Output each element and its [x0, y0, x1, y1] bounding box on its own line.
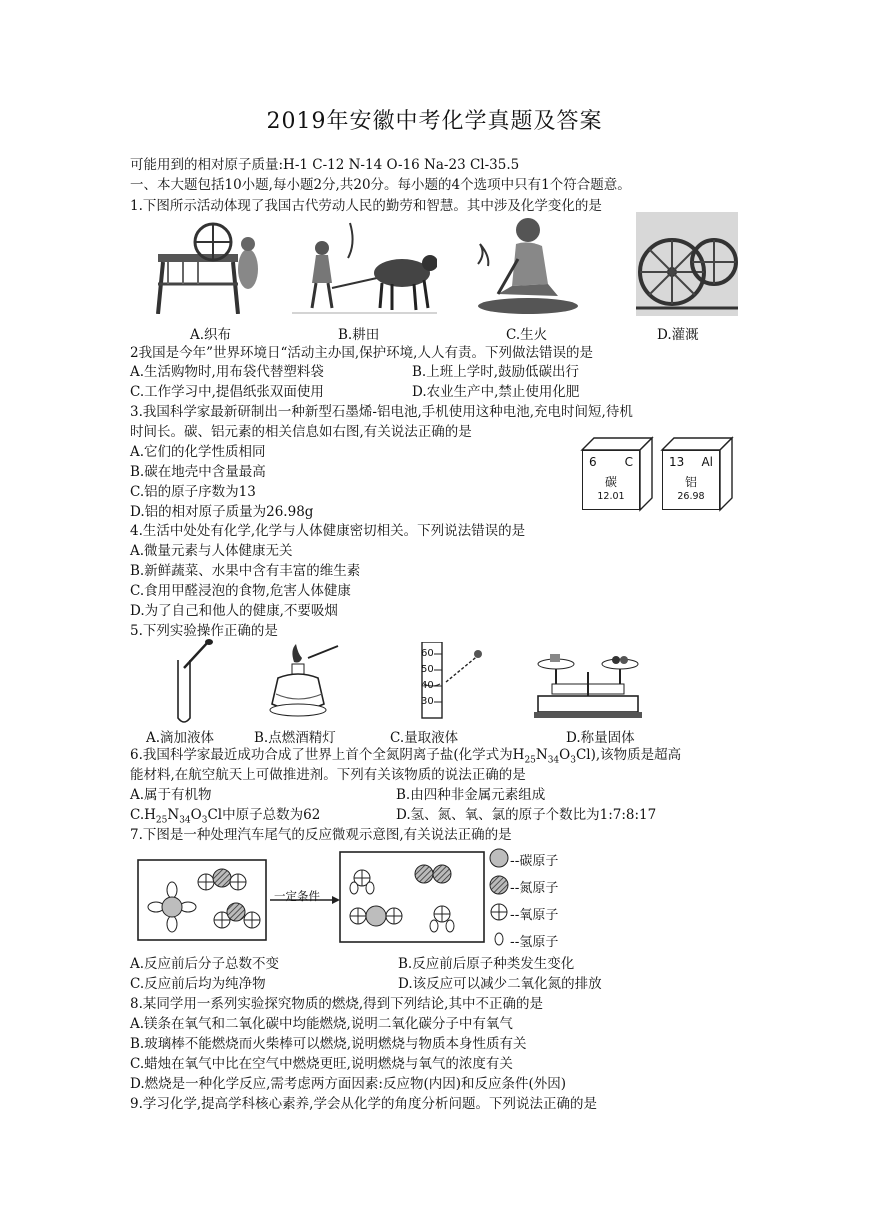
- formula-h: H: [512, 747, 525, 763]
- ox-plowing-illustration: [292, 218, 437, 318]
- q3-option-a: A.它们的化学性质相同: [130, 444, 266, 460]
- q2-option-d: D.农业生产中,禁止使用化肥: [412, 384, 580, 400]
- carbon-atomic-number: 6: [589, 455, 597, 469]
- formula-cl: Cl: [575, 747, 591, 763]
- aluminum-mass: 26.98: [677, 491, 705, 502]
- aluminum-name: 铝: [684, 475, 697, 489]
- q3-option-c: C.铝的原子序数为13: [130, 484, 256, 500]
- q4-stem: 4.生活中处处有化学,化学与人体健康密切相关。下列说法错误的是: [130, 523, 526, 539]
- q5-option-a: A.滴加液体: [146, 730, 215, 746]
- q3-stem-line2: 时间长。碳、铝元素的相关信息如右图,有关说法正确的是: [130, 424, 472, 440]
- cylinder-tick: 50: [421, 664, 434, 675]
- q6-option-c-prefix: C.: [130, 807, 145, 823]
- q8-option-b: B.玻璃棒不能燃烧而火柴棒可以燃烧,说明燃烧与物质本身性质有关: [130, 1036, 527, 1052]
- formula-h-sub: 25: [155, 815, 168, 826]
- q2-option-b: B.上班上学时,鼓励低碳出行: [412, 364, 580, 380]
- fire-making-illustration: [468, 214, 588, 318]
- q7-option-d: D.该反应可以减少二氧化氮的排放: [398, 976, 602, 992]
- q1-option-a: A.织布: [190, 327, 232, 343]
- q1-option-c: C.生火: [506, 327, 548, 343]
- q1-option-b: B.耕田: [338, 327, 380, 343]
- carbon-mass: 12.01: [597, 491, 625, 502]
- q3-option-b: B.碳在地壳中含量最高: [130, 464, 266, 480]
- q7-stem: 7.下图是一种处理汽车尾气的反应微观示意图,有关说法正确的是: [130, 827, 512, 843]
- q4-option-c: C.食用甲醛浸泡的食物,危害人体健康: [130, 583, 351, 599]
- legend-carbon: --碳原子: [510, 854, 559, 869]
- dropper-test-tube-illustration: [168, 638, 218, 726]
- carbon-symbol: C: [624, 455, 633, 469]
- q1-option-d: D.灌溉: [657, 327, 699, 343]
- element-card-aluminum: [662, 450, 720, 510]
- q5-option-d: D.称量固体: [566, 730, 635, 746]
- aluminum-atomic-number: 13: [669, 455, 685, 469]
- q7-option-a: A.反应前后分子总数不变: [130, 956, 280, 972]
- atom-legend-icons: [487, 848, 511, 946]
- page-title: 2019年安徽中考化学真题及答案: [266, 109, 603, 134]
- reaction-condition: 一定条件: [274, 889, 320, 903]
- formula-h: H: [144, 807, 156, 823]
- q7-option-b: B.反应前后原子种类发生变化: [398, 956, 575, 972]
- atomic-masses-line: 可能用到的相对原子质量:H-1 C-12 N-14 O-16 Na-23 Cl-35.5: [130, 157, 520, 173]
- formula-cl: Cl: [207, 807, 223, 823]
- q2-stem: 2我国是今年”世界环境日“活动主办国,保护环境,人人有责。下列做法错误的是: [130, 345, 593, 361]
- legend-hydrogen: --氢原子: [510, 935, 559, 950]
- loom-illustration: [148, 214, 268, 314]
- q4-option-b: B.新鲜蔬菜、水果中含有丰富的维生素: [130, 563, 361, 579]
- alcohol-lamp-illustration: [262, 644, 342, 724]
- q5-option-b: B.点燃酒精灯: [254, 730, 336, 746]
- cylinder-tick: 30: [421, 696, 434, 707]
- legend-oxygen: --氧原子: [510, 908, 559, 923]
- formula-o-sub: 3: [570, 755, 576, 766]
- q2-option-a: A.生活购物时,用布袋代替塑料袋: [130, 364, 324, 380]
- formula-n-sub: 34: [179, 815, 191, 826]
- formula-n: N: [535, 747, 548, 763]
- cylinder-scale: [421, 646, 434, 710]
- carbon-name: 碳: [604, 475, 617, 489]
- q8-option-a: A.镁条在氧气和二氧化碳中均能燃烧,说明二氧化碳分子中有氧气: [130, 1016, 513, 1032]
- q8-stem: 8.某同学用一系列实验探究物质的燃烧,得到下列结论,其中不正确的是: [130, 996, 543, 1012]
- cylinder-tick: 40: [421, 680, 434, 691]
- q6-option-a: A.属于有机物: [130, 787, 212, 803]
- q6-option-b: B.由四种非金属元素组成: [396, 787, 546, 803]
- formula-o: O: [559, 747, 571, 763]
- section-heading: 一、本大题包括10小题,每小题2分,共20分。每小题的4个选项中只有1个符合题意。: [130, 177, 631, 193]
- q6-stem-line2: 能材料,在航空航天上可做推进剂。下列有关该物质的说法正确的是: [130, 767, 526, 783]
- q6-stem-prefix: 6.我国科学家最近成功合成了世界上首个全氮阴离子盐(化学式为: [130, 747, 513, 763]
- legend-nitrogen: --氮原子: [510, 881, 559, 896]
- q6-stem-suffix: ),该物质是超高: [590, 747, 682, 763]
- q2-option-c: C.工作学习中,提倡纸张双面使用: [130, 384, 324, 400]
- formula-o: O: [190, 807, 202, 823]
- q3-stem-line1: 3.我国科学家最新研制出一种新型石墨烯-铝电池,手机使用这种电池,充电时间短,待机: [130, 404, 633, 420]
- aluminum-symbol: Al: [701, 455, 713, 469]
- q9-stem: 9.学习化学,提高学科核心素养,学会从化学的角度分析问题。下列说法正确的是: [130, 1096, 597, 1112]
- formula-n-sub: 34: [547, 755, 560, 766]
- q8-option-c: C.蜡烛在氧气中比在空气中燃烧更旺,说明燃烧与氧气的浓度有关: [130, 1056, 513, 1072]
- q5-stem: 5.下列实验操作正确的是: [130, 623, 278, 639]
- formula-n: N: [167, 807, 180, 823]
- q6-option-c-suffix: 中原子总数为62: [222, 807, 321, 823]
- q7-option-c: C.反应前后均为纯净物: [130, 976, 266, 992]
- q3-option-d: D.铝的相对原子质量为26.98g: [130, 504, 314, 520]
- q4-option-a: A.微量元素与人体健康无关: [130, 543, 293, 559]
- waterwheel-illustration: [636, 212, 738, 316]
- q8-option-d: D.燃烧是一种化学反应,需考虑两方面因素:反应物(内因)和反应条件(外因): [130, 1076, 567, 1092]
- q4-option-d: D.为了自己和他人的健康,不要吸烟: [130, 603, 338, 619]
- q5-option-c: C.量取液体: [390, 730, 459, 746]
- cylinder-tick: 60: [421, 648, 434, 659]
- formula-h-sub: 25: [524, 755, 536, 766]
- formula-o-sub: 3: [201, 815, 208, 826]
- q1-stem: 1.下图所示活动体现了我国古代劳动人民的勤劳和智慧。其中涉及化学变化的是: [130, 198, 602, 214]
- balance-scale-illustration: [532, 652, 644, 722]
- q6-option-d: D.氢、氮、氧、氯的原子个数比为1:7:8:17: [396, 807, 657, 823]
- element-card-carbon: [582, 450, 640, 510]
